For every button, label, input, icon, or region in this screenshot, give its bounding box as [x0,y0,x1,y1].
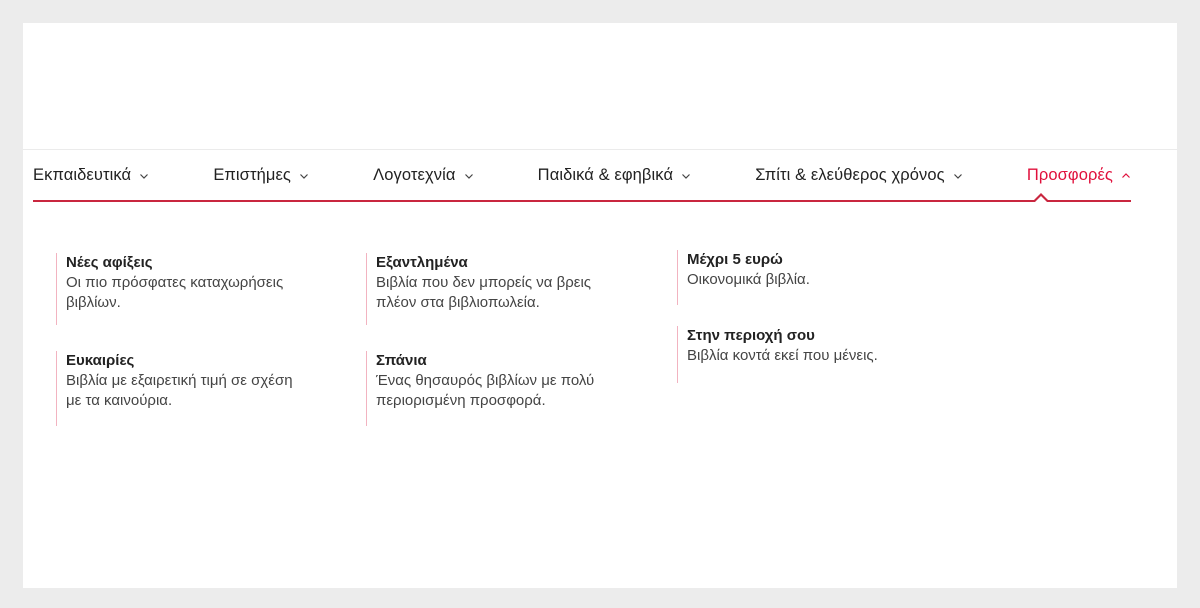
chevron-down-icon [464,171,474,181]
chevron-up-icon [1121,171,1131,181]
chevron-down-icon [139,171,149,181]
nav-item-offers[interactable] [1027,166,1131,185]
offer-new-arrivals[interactable] [56,253,356,325]
offer-description-line: Ένας θησαυρός βιβλίων με πολύ [376,372,595,389]
offer-description-line: Οι πιο πρόσφατες καταχωρήσεις [66,274,284,291]
nav-item-label: Επιστήμες [213,166,291,184]
nav-item-literature[interactable] [373,166,473,185]
nav-item-label: Παιδικά & εφηβικά [537,166,674,184]
offer-title: Εξαντλημένα [376,254,468,271]
offer-rare[interactable] [366,351,666,426]
nav-item-children-teen[interactable] [538,166,691,185]
offer-title: Σπάνια [376,352,427,369]
offer-title: Ευκαιρίες [66,352,135,369]
offer-description-line: βιβλίων. [66,294,121,311]
nav-item-label: Σπίτι & ελεύθερος χρόνος [755,166,945,184]
nav-item-label: Εκπαιδευτικά [33,166,132,184]
active-nav-underline [33,200,1131,202]
offer-up-to-5-euros[interactable] [677,250,977,305]
active-nav-pointer-fill [1035,196,1047,202]
offer-description-line: Βιβλία με εξαιρετική τιμή σε σχέση [66,372,293,389]
offer-bargains[interactable] [56,351,356,426]
offer-title: Μέχρι 5 ευρώ [687,251,783,268]
offer-title: Στην περιοχή σου [687,327,815,344]
offer-in-your-area[interactable] [677,326,977,383]
offer-description-line: περιορισμένη προσφορά. [376,392,546,409]
offer-description-line: πλέον στα βιβλιοπωλεία. [376,294,540,311]
chevron-down-icon [681,171,691,181]
nav-item-label: Προσφορές [1026,166,1113,184]
nav-item-sciences[interactable] [213,166,309,185]
offer-out-of-print[interactable] [366,253,666,325]
offer-description-line: Βιβλία κοντά εκεί που μένεις. [687,347,878,364]
nav-item-home-leisure[interactable] [755,166,962,185]
offer-description-line: Οικονομικά βιβλία. [687,271,810,288]
offer-title: Νέες αφίξεις [66,254,153,271]
nav-item-label: Λογοτεχνία [373,166,456,184]
nav-item-educational[interactable] [33,166,149,185]
offer-description-line: Βιβλία που δεν μπορείς να βρεις [376,274,592,291]
offer-description-line: με τα καινούρια. [66,392,173,409]
chevron-down-icon [299,171,309,181]
main-navigation [33,150,1131,201]
chevron-down-icon [953,171,963,181]
